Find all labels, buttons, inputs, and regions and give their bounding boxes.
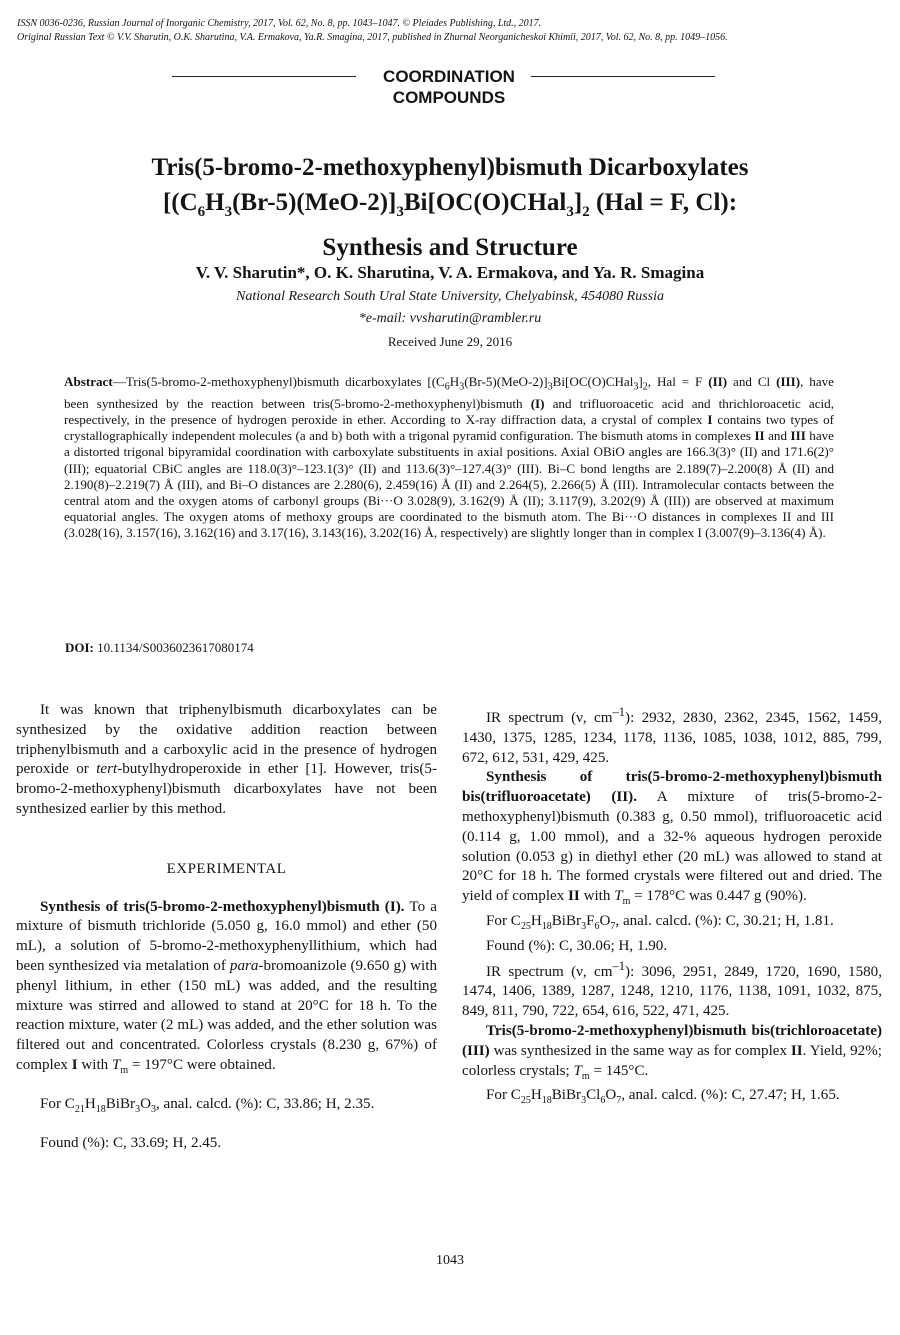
- section-heading-line-2: COMPOUNDS: [392, 88, 506, 107]
- ir-spectrum-i-paragraph: IR spectrum (ν, $cm^{-1}$): 2932, 2830, 2362, 2345, 1562, 1459, 1430, 1375, 1285, 1234, 1178, 1136, 1085, 1038, 1012, 885, 799, 672, 612, 531, 429, 425.: [462, 705, 882, 766]
- article-title: [40, 150, 860, 265]
- doi-value: 10.1134/S0036023617080174: [93, 640, 254, 655]
- journal-header-line-2: Original Russian Text © V.V. Sharutin, O.K. Sharutina, V.A. Ermakova, Ya.R. Smagina, 2017, published in Zhurnal Neorganicheskoi Khimii, 2017, Vol. 62, No. 8, pp. 1049–1056.: [17, 32, 728, 43]
- page-number: 1043: [436, 1253, 464, 1268]
- journal-header-line-1: ISSN 0036-0236, Russian Journal of Inorganic Chemistry, 2017, Vol. 62, No. 8, pp. 1043–1047. © Pleiades Publishing, Ltd., 2017.: [17, 18, 542, 29]
- intro-paragraph: It was known that triphenylbismuth dicarboxylates can be synthesized by the oxidative addition reaction between triphenylbismuth and a carboxylic acid in the presence of hydrogen peroxide or tert-butylhydroperoxide in ether [1]. However, tris(5-bromo-2-methoxyphenyl)bismuth dicarboxylates have not been synthesized earlier by this method.: [16, 702, 437, 817]
- synthesis-ii-paragraph: Synthesis of tris(5-bromo-2-methoxyphenyl)bismuth bis(trifluoroacetate) (II). A mixture of tris(5-bromo-2-methoxyphenyl)bismuth (0.383 g, 0.50 mmol), trifluoroacetic acid (0.114 g, 1.00 mmol), and a 32-% aqueous hydrogen peroxide solution (0.053 g) in diethyl ether (20 mL) was allowed to stand at 20°C for 18 h. The formed crystals were filtered out and dried. The yield of complex II with $T_m = 178^\circ C$ was 0.447 g (90%).: [462, 769, 882, 908]
- abstract: Abstract—Tris(5-bromo-2-methoxyphenyl)bismuth dicarboxylates [$(C_6H_3(Br-5)(MeO-2)]_3Bi[OC(O)CHal_3]_2$, Hal = F (II) and Cl (III), have been synthesized by the reaction between tris(5-bromo-2-methoxyphenyl)bismuth (I) and trifluoroacetic acid and thrichloroacetic acid, respectively, in the presence of hydrogen peroxide in ether. According to X-ray diffraction data, a crystal of complex I contains two types of crystallographically independent molecules (a and b) both with a trigonal pyramid configuration. The bismuth atoms in complexes II and III have a distorted trigonal bipyramidal coordination with carboxylate substituents in axial positions. Axial OBiO angles are 166.3(3)° (II) and 171.6(2)° (III); equatorial CBiC angles are 118.0(3)°–123.1(3)° (II) and 113.6(3)°–127.4(3)° (III). Bi–C bond lengths are 2.189(7)–2.200(8) Å (II) and 2.190(8)–2.219(7) Å (III), and Bi–O distances are 2.280(6), 2.459(16) Å (II) and 2.264(5), 2.266(5) Å (III). Intramolecular contacts between the central atom and the oxygen atoms of carbonyl groups (Bi···O 3.028(9), 3.162(9) Å (II); 3.117(9), 3.202(9) Å (III)) are observed at maximum equatorial angles. The oxygen atoms of methoxy groups are coordinated to the bismuth atom. The Bi···O distances in complexes II and III (3.028(16), 3.157(16), 3.162(16) and 3.17(16), 3.143(16), 3.202(16) Å, respectively) are slightly longer than in complex I (3.007(9)–3.136(4) Å).: [64, 374, 834, 541]
- title-line-1: Tris(5-bromo-2-methoxyphenyl)bismuth Dicarboxylates: [151, 154, 749, 181]
- section-rule-left: [172, 76, 356, 77]
- section-heading-line-1: COORDINATION: [383, 67, 515, 86]
- section-heading: [344, 66, 554, 108]
- found-ii-paragraph: Found (%): C, 30.06; H, 1.90.: [486, 937, 668, 954]
- analysis-iii-paragraph: For $C_{25}H_{18}BiBr_3Cl_6O_7$, anal. calcd. (%): C, 27.47; H, 1.65.: [486, 1087, 840, 1107]
- affiliation: National Research South Ural State University, Chelyabinsk, 454080 Russia: [236, 289, 664, 304]
- section-rule-right: [531, 76, 715, 77]
- abstract-label: Abstract: [64, 374, 113, 389]
- authors: V. V. Sharutin*, O. K. Sharutina, V. A. Ermakova, and Ya. R. Smagina: [195, 263, 705, 282]
- doi-label: DOI:: [65, 640, 94, 655]
- right-column: [462, 703, 882, 1111]
- doi[interactable]: [65, 640, 254, 656]
- analysis-ii-paragraph: For $C_{25}H_{18}BiBr_3F_6O_7$, anal. calcd. (%): C, 30.21; H, 1.81.: [486, 913, 834, 933]
- synthesis-iii-paragraph: Tris(5-bromo-2-methoxyphenyl)bismuth bis(trichloroacetate) (III) was synthesized in the same way as for complex II. Yield, 92%; colorless crystals; $T_m = 145^\circ C$.: [462, 1023, 882, 1082]
- synthesis-i-paragraph: Synthesis of tris(5-bromo-2-methoxyphenyl)bismuth (I). To a mixture of bismuth trichloride (5.050 g, 16.0 mmol) and ether (50 mL), a solution of 5-bromo-2-methoxyphenyllithium, which had been synthesized via metalation of para-bromoanizole (9.650 g) with phenyl lithium, in ether (150 mL) was added, and the resulting mixture was stirred and allowed to stand at 20°C for 18 h. To the reaction mixture, water (2 mL) was added, and the ether solution was filtered out and concentrated. Colorless crystals (8.230 g, 67%) of complex I with $T_m = 197^\circ C$ were obtained.: [16, 898, 438, 1076]
- received-date: Received June 29, 2016: [387, 334, 513, 349]
- left-column: [16, 701, 437, 1153]
- analysis-i-paragraph: For $C_{21}H_{18}BiBr_3O_3$, anal. calcd. (%): C, 33.86; H, 2.35.: [40, 1095, 375, 1115]
- title-line-3: Synthesis and Structure: [322, 234, 578, 261]
- experimental-heading: EXPERIMENTAL: [166, 860, 287, 877]
- found-i-paragraph: Found (%): C, 33.69; H, 2.45.: [40, 1134, 222, 1151]
- contact-email[interactable]: *e-mail: vvsharutin@rambler.ru: [358, 311, 542, 326]
- ir-spectrum-ii-paragraph: IR spectrum (ν, $cm^{-1}$): 3096, 2951, 2849, 1720, 1690, 1580, 1474, 1406, 1389, 1287, 1248, 1210, 1176, 1138, 1091, 1032, 875, 849, 811, 790, 722, 654, 616, 522, 471, 425.: [462, 958, 882, 1020]
- title-line-2: [$(C_6H_3(Br-5)(MeO-2)]_3Bi[OC(O)CHal_3]_2$ (Hal = F, Cl):: [162, 189, 738, 220]
